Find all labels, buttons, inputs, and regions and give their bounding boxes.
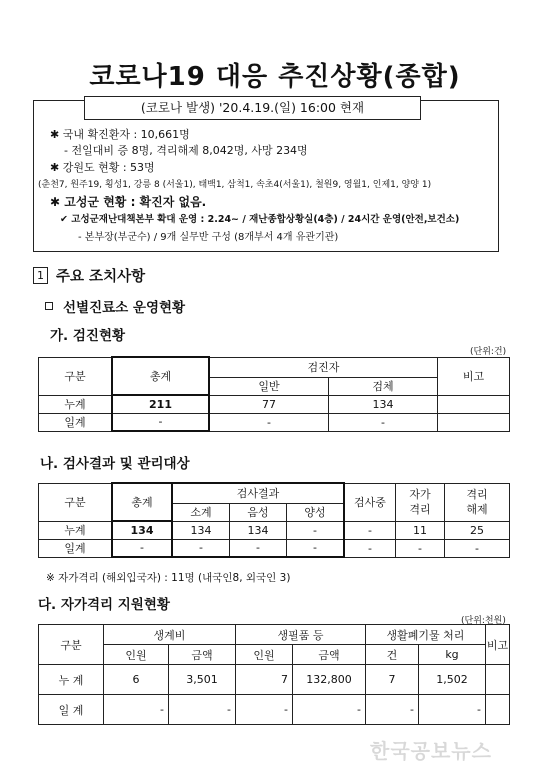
a-head-sample: 검체 <box>329 377 438 395</box>
gangwon-text: 강원도 현황 : 53명 <box>62 161 155 174</box>
table-a <box>38 356 510 432</box>
b-head-testing: 검사중 <box>344 483 396 521</box>
table-a-unit: (단위:건) <box>470 347 507 357</box>
c-row-note <box>486 695 510 725</box>
b-head-pos: 양성 <box>287 503 345 521</box>
dateline: (코로나 발생) '20.4.19.(일) 16:00 현재 <box>84 96 421 120</box>
a-row-general: 77 <box>209 395 329 413</box>
a-head-note: 비고 <box>438 357 510 395</box>
c-row-label: 일 계 <box>39 695 104 725</box>
a-row-note <box>438 413 510 431</box>
c-row-w-kg: - <box>419 695 486 725</box>
a-row-general: - <box>209 413 329 431</box>
c-head-living: 생계비 <box>104 625 236 645</box>
table-c-unit: (단위:천원) <box>461 616 506 626</box>
table-c-heading: 다. 자가격리 지원현황 <box>38 597 170 613</box>
b-row-self: 11 <box>396 521 445 539</box>
c-head-waste: 생활폐기물 처리 <box>366 625 486 645</box>
table-row <box>39 395 510 413</box>
gangwon-detail: (춘천7, 원주19, 횡성1, 강릉 8 (서울1), 태백1, 삼척1, 속초4(서울1), 철원9, 영월1, 인제1, 양양 1) <box>38 180 432 190</box>
c-head-gubun: 구분 <box>39 625 104 665</box>
table-row <box>39 665 510 695</box>
c-row-l-amount: 3,501 <box>169 665 236 695</box>
c-row-note <box>486 665 510 695</box>
hq-text: 고성군재난대책본부 확대 운영 : 2.24~ / 재난종합상황실(4층) / 24시간 운영(안전,보건소) <box>71 214 460 225</box>
b-row-label: 일계 <box>39 539 113 557</box>
c-row-w-kg: 1,502 <box>419 665 486 695</box>
domestic-line <box>50 128 190 142</box>
c-head-amount: 금액 <box>169 645 236 665</box>
a-row-total: - <box>112 413 209 431</box>
b-row-total: 134 <box>112 521 172 539</box>
b-row-testing: - <box>344 521 396 539</box>
b-head-group: 검사결과 <box>172 483 344 503</box>
b-head-total: 총계 <box>112 483 172 521</box>
square-bullet-icon <box>45 302 53 310</box>
c-row-w-count: 7 <box>366 665 419 695</box>
a-row-label: 누계 <box>39 395 113 413</box>
b-row-sub: 134 <box>172 521 230 539</box>
table-row <box>39 539 510 557</box>
c-row-g-amount: - <box>293 695 366 725</box>
page-title: 코로나19 대응 추진상황(종합) <box>89 62 461 92</box>
c-head-goods: 생필품 등 <box>236 625 366 645</box>
domestic-detail: - 전일대비 증 8명, 격리해제 8,042명, 사망 234명 <box>64 144 308 157</box>
b-head-gubun: 구분 <box>39 483 113 521</box>
table-b <box>38 482 510 558</box>
b-row-release: 25 <box>445 521 510 539</box>
c-head-kg: kg <box>419 645 486 665</box>
c-row-g-people: 7 <box>236 665 293 695</box>
b-head-neg: 음성 <box>230 503 287 521</box>
b-row-neg: - <box>230 539 287 557</box>
section-1-heading <box>33 265 145 286</box>
asterisk-bullet-icon: ✱ <box>50 128 60 141</box>
self-quarantine-note: ※ 자가격리 (해외입국자) : 11명 (내국인8, 외국인 3) <box>46 572 291 584</box>
table-c <box>38 624 510 725</box>
b-row-neg: 134 <box>230 521 287 539</box>
a-row-sample: - <box>329 413 438 431</box>
c-row-w-count: - <box>366 695 419 725</box>
goseong-line <box>50 195 206 209</box>
c-row-g-amount: 132,800 <box>293 665 366 695</box>
b-head-release: 격리 해제 <box>445 483 510 521</box>
b-row-testing: - <box>344 539 396 557</box>
c-row-label: 누 계 <box>39 665 104 695</box>
a-head-gubun: 구분 <box>39 357 113 395</box>
watermark-logo: 한국공보뉴스 <box>370 739 492 763</box>
b-row-pos: - <box>287 539 345 557</box>
sub-heading-screening <box>45 296 185 316</box>
b-head-self: 자가 격리 <box>396 483 445 521</box>
a-head-total: 총계 <box>112 357 209 395</box>
c-head-people: 인원 <box>104 645 169 665</box>
sub-heading-text: 선별진료소 운영현황 <box>63 300 186 316</box>
hq-detail: - 본부장(부군수) / 9개 실무반 구성 (8개부서 4개 유관기관) <box>78 232 339 243</box>
check-mark-icon: ✔ <box>60 214 68 225</box>
b-head-sub: 소계 <box>172 503 230 521</box>
section-number: 1 <box>33 267 48 284</box>
hq-line <box>60 213 459 227</box>
section-1-label: 주요 조치사항 <box>56 269 146 285</box>
b-row-total: - <box>112 539 172 557</box>
table-a-heading: 가. 검진현황 <box>50 328 126 344</box>
b-row-release: - <box>445 539 510 557</box>
domestic-text: 국내 확진환자 : 10,661명 <box>62 128 190 141</box>
b-row-pos: - <box>287 521 345 539</box>
summary-box <box>33 100 499 252</box>
asterisk-bullet-icon: ✱ <box>50 161 60 174</box>
b-row-self: - <box>396 539 445 557</box>
c-row-l-people: - <box>104 695 169 725</box>
table-row <box>39 413 510 431</box>
c-head-note: 비고 <box>486 625 510 665</box>
a-row-total: 211 <box>112 395 209 413</box>
table-row <box>39 521 510 539</box>
gangwon-line <box>50 161 155 175</box>
c-head-count: 건 <box>366 645 419 665</box>
a-head-group: 검진자 <box>209 357 438 377</box>
goseong-text: 고성군 현황 : 확진자 없음. <box>64 195 207 209</box>
a-row-label: 일계 <box>39 413 113 431</box>
table-b-heading: 나. 검사결과 및 관리대상 <box>40 456 190 472</box>
c-head-people: 인원 <box>236 645 293 665</box>
b-row-label: 누계 <box>39 521 113 539</box>
c-row-l-people: 6 <box>104 665 169 695</box>
asterisk-bullet-icon: ✱ <box>50 195 61 209</box>
a-row-note <box>438 395 510 413</box>
a-head-general: 일반 <box>209 377 329 395</box>
table-row <box>39 695 510 725</box>
c-head-amount: 금액 <box>293 645 366 665</box>
a-row-sample: 134 <box>329 395 438 413</box>
c-row-g-people: - <box>236 695 293 725</box>
b-row-sub: - <box>172 539 230 557</box>
c-row-l-amount: - <box>169 695 236 725</box>
